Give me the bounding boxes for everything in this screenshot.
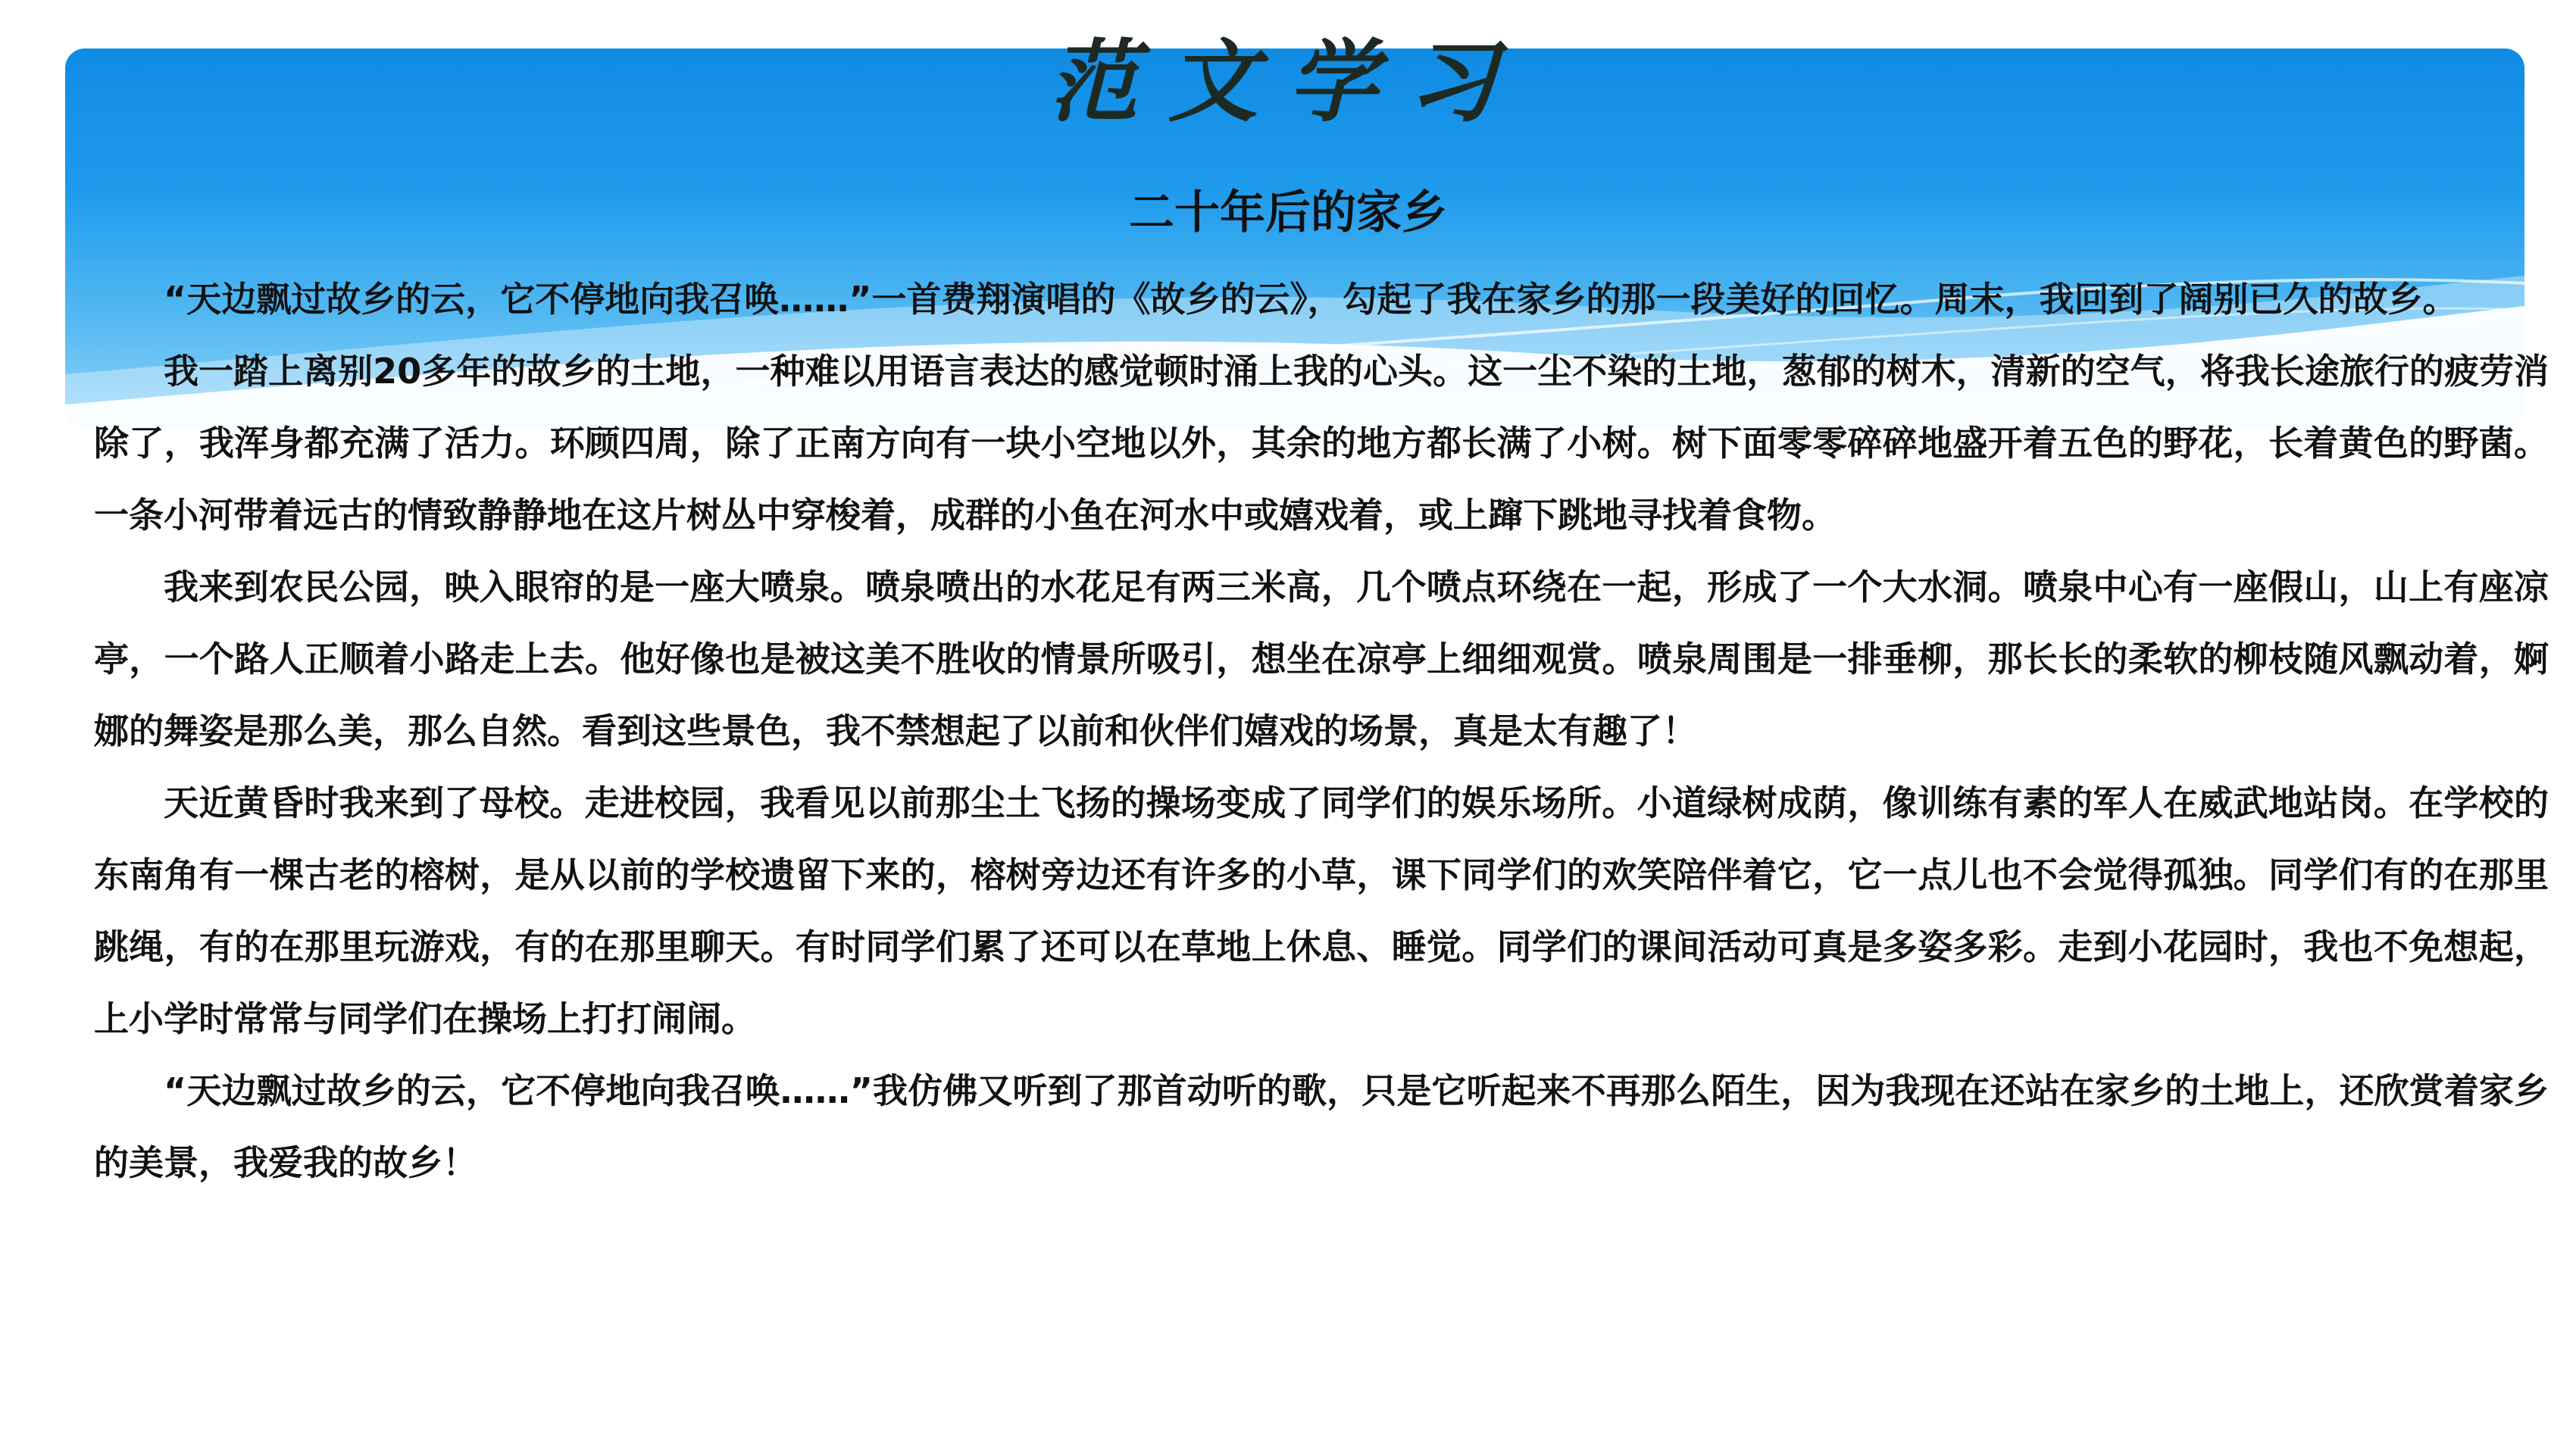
article-paragraph: 天近黄昏时我来到了母校。走进校园，我看见以前那尘土飞扬的操场变成了同学们的娱乐场所。小道绿树成荫，像训练有素的军人在威武地站岗。在学校的东南角有一棵古老的榕树，是从以前的学校遗留下来的，榕树旁边还有许多的小草，课下同学们的欢笑陪伴着它，它一点儿也不会觉得孤独。同学们有的在那里跳绳，有的在那里玩游戏，有的在那里聊天。有时同学们累了还可以在草地上休息、睡觉。同学们的课间活动可真是多姿多彩。走到小花园时，我也不免想起，上小学时常常与同学们在操场上打打闹闹。	[94, 782, 2549, 1039]
article-paragraph: 我来到农民公园，映入眼帘的是一座大喷泉。喷泉喷出的水花足有两三米高，几个喷点环绕在一起，形成了一个大水洞。喷泉中心有一座假山，山上有座凉亭，一个路人正顺着小路走上去。他好像也是被这美不胜收的情景所吸引，想坐在凉亭上细细观赏。喷泉周围是一排垂柳，那长长的柔软的柳枝随风飘动着，婀娜的舞姿是那么美，那么自然。看到这些景色，我不禁想起了以前和伙伴们嬉戏的场景，真是太有趣了！	[94, 567, 2549, 751]
page-title: 范文学习	[1048, 29, 1527, 134]
article-title: 二十年后的家乡	[1129, 186, 1447, 239]
article-body	[94, 264, 2549, 1199]
article-paragraph: 我一踏上离别20多年的故乡的土地，一种难以用语言表达的感觉顿时涌上我的心头。这一尘不染的土地，葱郁的树木，清新的空气，将我长途旅行的疲劳消除了，我浑身都充满了活力。环顾四周，除了正南方向有一块小空地以外，其余的地方都长满了小树。树下面零零碎碎地盛开着五色的野花，长着黄色的野菌。一条小河带着远古的情致静静地在这片树丛中穿梭着，成群的小鱼在河水中或嬉戏着，或上蹿下跳地寻找着食物。	[94, 351, 2549, 536]
article-paragraph: “天边飘过故乡的云，它不停地向我召唤……”我仿佛又听到了那首动听的歌，只是它听起来不再那么陌生，因为我现在还站在家乡的土地上，还欣赏着家乡的美景，我爱我的故乡！	[94, 1070, 2549, 1183]
article-paragraph: “天边飘过故乡的云，它不停地向我召唤……”一首费翔演唱的《故乡的云》，勾起了我在家乡的那一段美好的回忆。周末，我回到了阔别已久的故乡。	[164, 279, 2458, 320]
